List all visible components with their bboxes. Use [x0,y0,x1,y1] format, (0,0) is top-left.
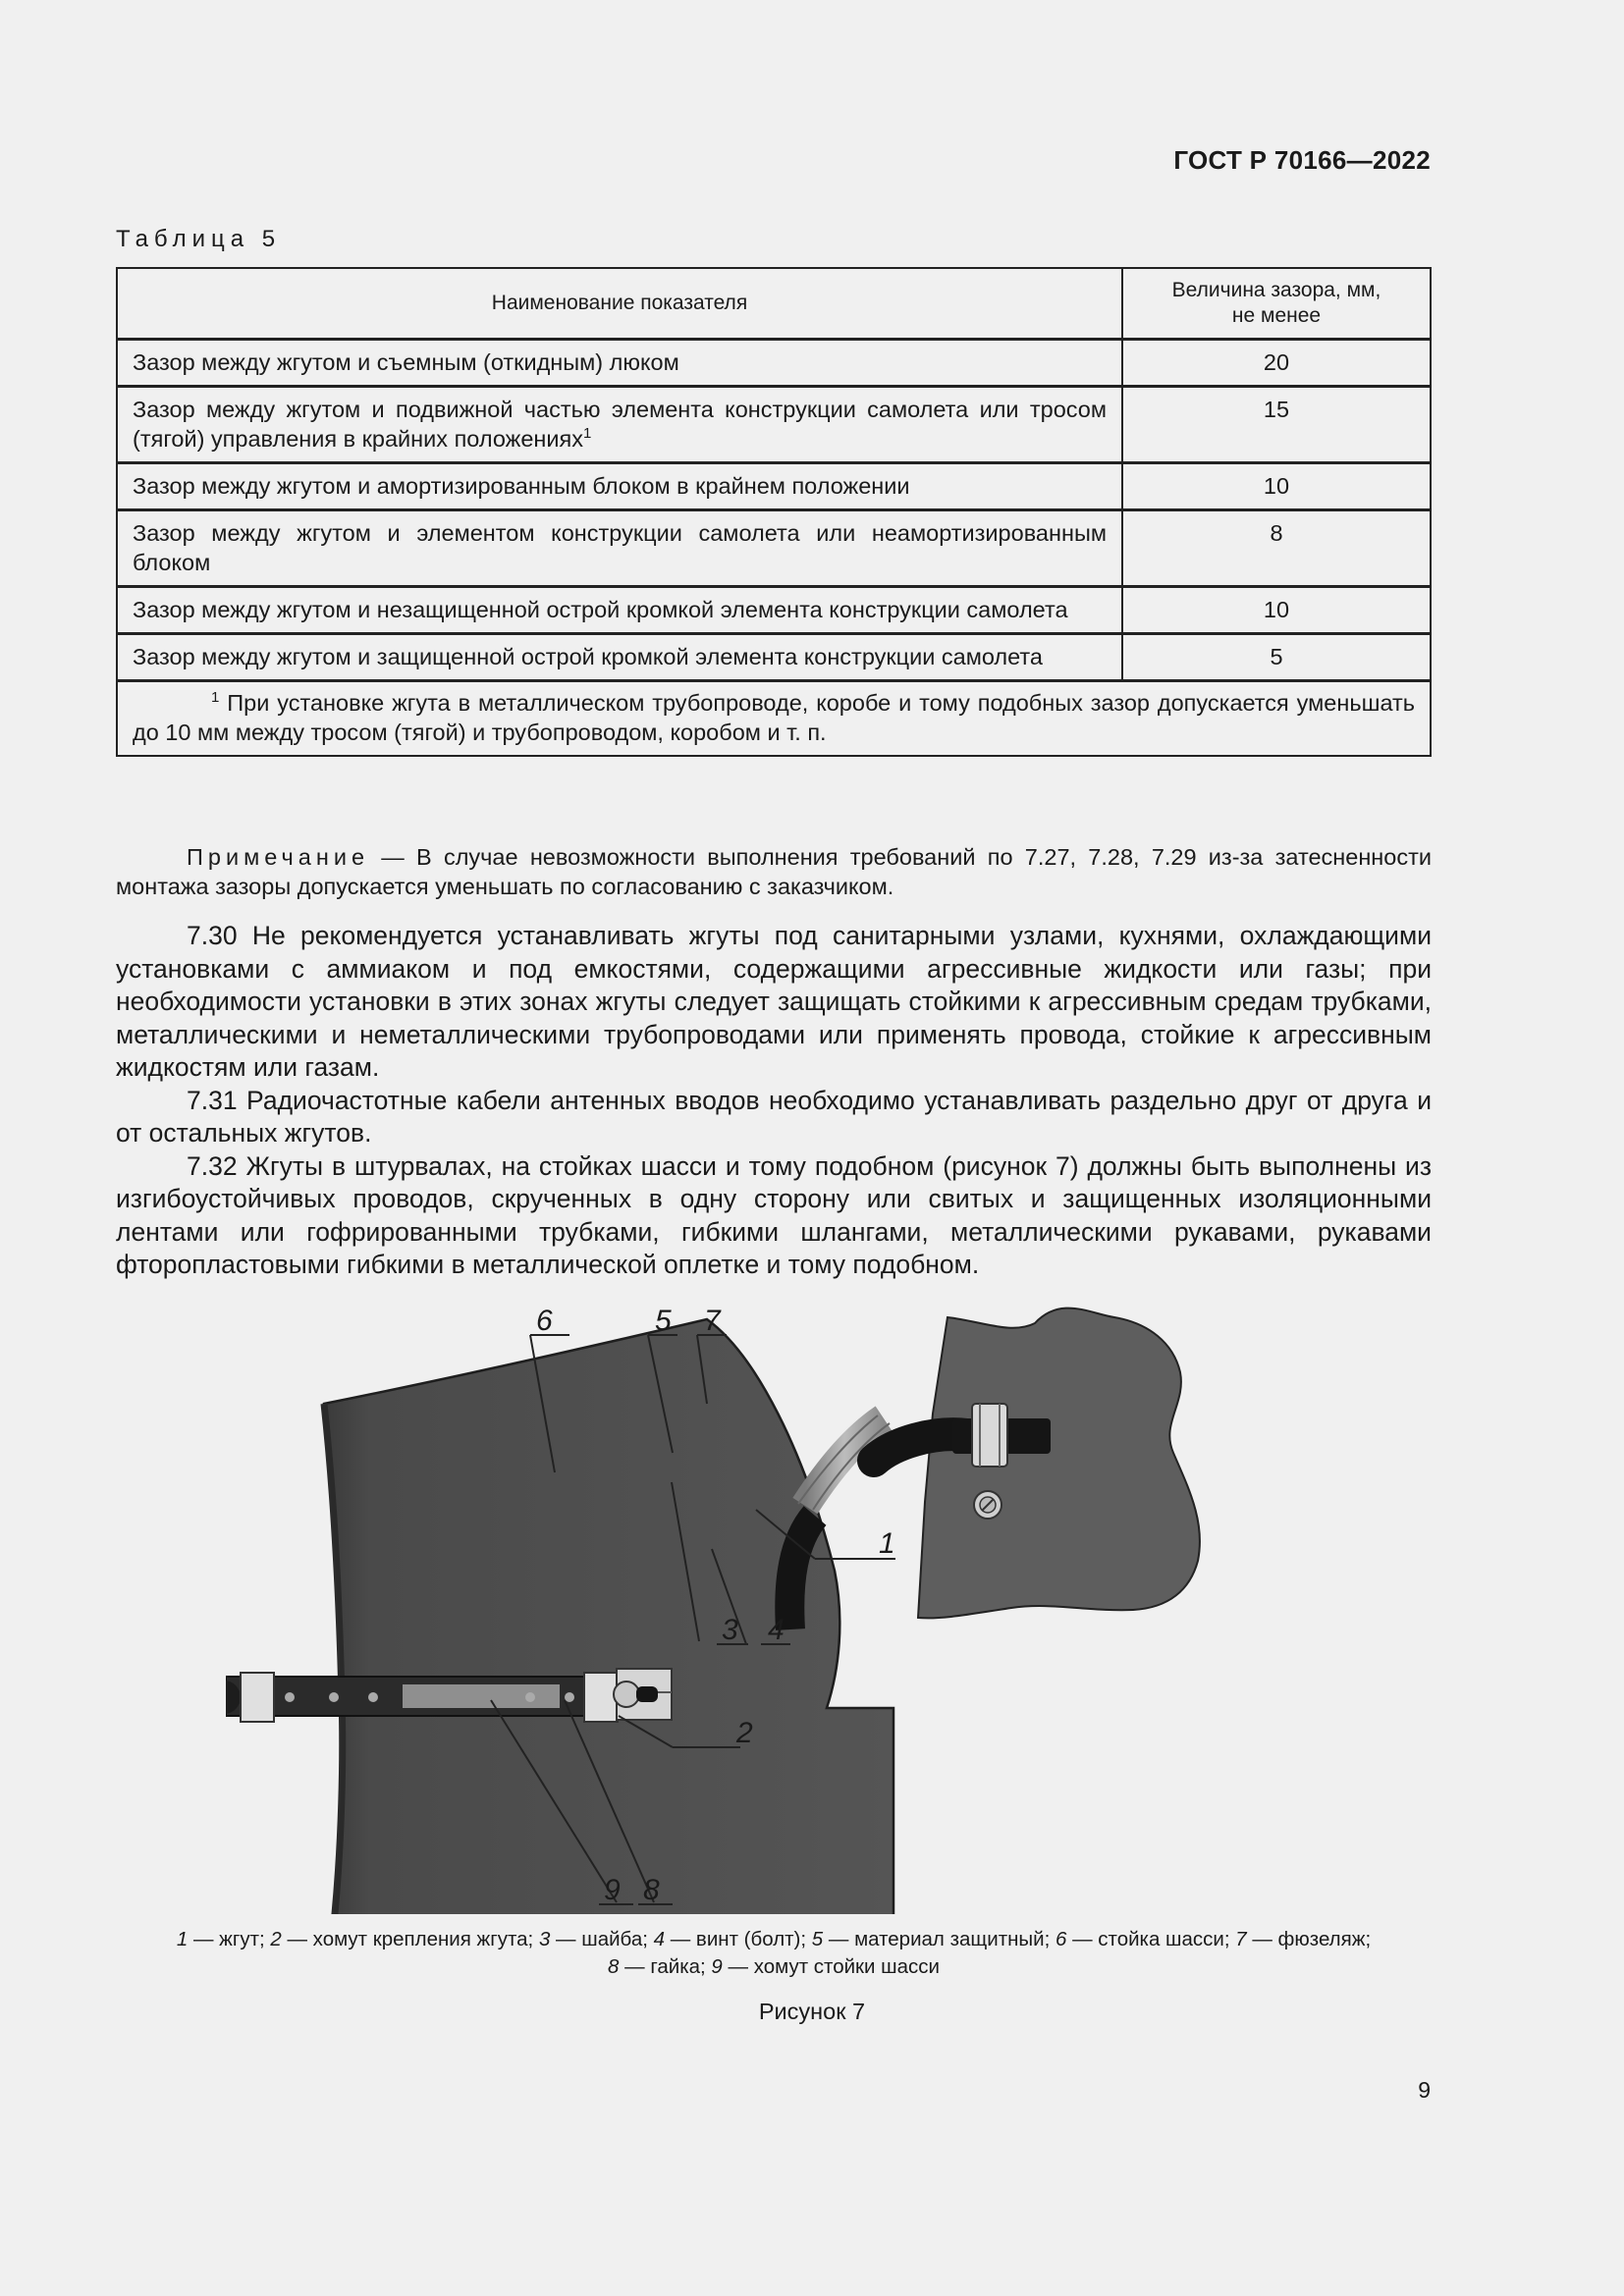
nut [614,1682,639,1707]
gap-table [116,267,1432,757]
callout-1: 1 [879,1527,895,1560]
figure-7-drawing [226,1296,1247,1914]
callout-7: 7 [704,1305,721,1337]
table-footnote: $^1$ При установке жгута в металлическом трубопроводе, коробе и тому подобных зазор допускается уменьшать до 10 мм между тросом (тягой) и трубопроводом, коробом и т. п. [117,681,1431,757]
row-value: 10 [1122,587,1431,634]
table-row [117,340,1431,387]
row-value: 5 [1122,634,1431,681]
figure-caption: Рисунок 7 [758,1999,866,2024]
paragraph-7-31: 7.31 Радиочастотные кабели антенных вводов необходимо устанавливать раздельно друг от друга и от остальных жгутов. [116,1085,1432,1148]
body-text [116,920,1432,1282]
row-value: 20 [1122,340,1431,387]
row-name: Зазор между жгутом и элементом конструкции самолета или неамортизированным блоком [117,510,1122,587]
table-row [117,510,1431,587]
row-value: 8 [1122,510,1431,587]
callout-6: 6 [536,1305,553,1337]
table-caption: Таблица 5 [116,226,282,252]
table-row [117,634,1431,681]
row-value: 15 [1122,387,1431,463]
table-row [117,387,1431,463]
row-value: 10 [1122,463,1431,510]
standard-designation: ГОСТ Р 70166—2022 [1173,145,1431,175]
row-name: Зазор между жгутом и незащищенной острой кромкой элемента конструкции самолета [117,587,1122,634]
table-note: Примечание — В случае невозможности выполнения требований по 7.27, 7.28, 7.29 из-за затесненности монтажа зазоры допускается уменьшать по согласованию с заказчиком. [116,844,1432,899]
table-row [117,463,1431,510]
paragraph-7-30: 7.30 Не рекомендуется устанавливать жгуты под санитарными узлами, кухнями, охлаждающими установками с аммиаком и под емкостями, содержащими агрессивные жидкости или газы; при необходимости установки в этих зонах жгуты следует защищать стойкими к агрессивным средам трубками, металлическими и неметаллическими трубопроводами или применять провода, стойкие к агрессивным жидкостям или газам. [116,921,1432,1082]
landing-gear-strut [324,1319,893,1914]
paragraph-7-32: 7.32 Жгуты в штурвалах, на стойках шасси и тому подобном (рисунок 7) должны быть выполнены из изгибоустойчивых проводов, скрученных в одну сторону или свитых и защищенных изоляционными лентами или гофрированными трубками, гибкими шлангами, металлическими рукавами, рукавами фторопластовыми гибкими в металлической оплетке и тому подобном. [116,1150,1432,1279]
row-name: Зазор между жгутом и съемным (откидным) люком [117,340,1122,387]
table-header-row [117,268,1431,340]
row-name: Зазор между жгутом и защищенной острой кромкой элемента конструкции самолета [117,634,1122,681]
callout-8: 8 [643,1874,660,1906]
fuselage-panel [918,1308,1200,1619]
figure-legend: 1 — жгут; 2 — хомут крепления жгута; 3 — шайба; 4 — винт (болт); 5 — материал защитный; 6 — стойка шасси; 7 — фюзеляж; 8 — гайка; 9 — хомут стойки шасси [176,1928,1372,1978]
table-row [117,587,1431,634]
callout-9: 9 [604,1874,621,1906]
note-text: В случае невозможности выполнения требований по 7.27, 7.28, 7.29 из-за затесненности монтажа зазоры допускается уменьшать по согласованию с заказчиком. [116,844,1432,899]
note-label: Примечание [187,844,370,870]
callout-5: 5 [655,1305,672,1337]
footnote-ref: 1 [583,425,592,443]
header-value: Величина зазора, мм, не менее [1122,268,1431,340]
callout-2: 2 [736,1717,753,1749]
header-name: Наименование показателя [117,268,1122,340]
table-footnote-row [117,681,1431,757]
row-name: Зазор между жгутом и подвижной частью элемента конструкции самолета или тросом (тягой) управления в крайних положениях$^1$ [117,387,1122,463]
callout-4: 4 [768,1614,785,1646]
callout-3: 3 [722,1614,738,1646]
fuselage-clamp [972,1404,1007,1467]
row-name: Зазор между жгутом и амортизированным блоком в крайнем положении [117,463,1122,510]
page-number: 9 [1418,2077,1431,2103]
